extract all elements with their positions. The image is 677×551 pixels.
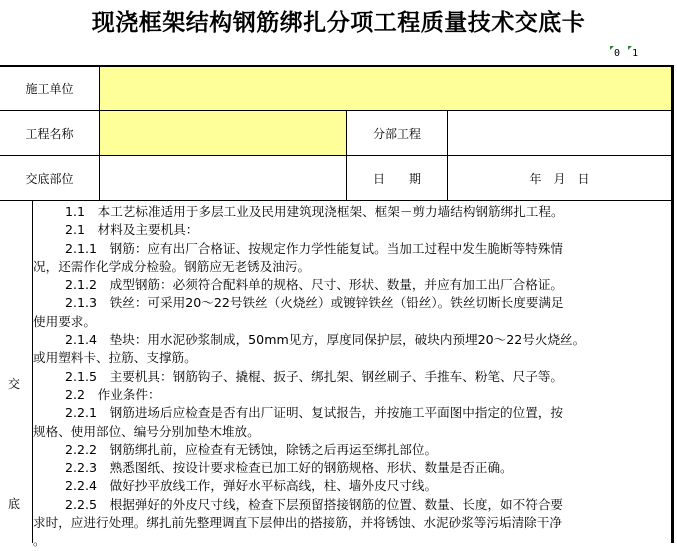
content-line: 2.1.1 钢筋：应有出厂合格证、按规定作力学性能复试。当加工过程中发生脆断等特殊情: [65, 240, 564, 256]
sub-project-field[interactable]: [448, 111, 671, 155]
content-line: 2.1 材料及主要机具：: [65, 222, 199, 238]
date-label: 日 期: [372, 171, 421, 186]
project-name-field[interactable]: [100, 111, 346, 155]
content-line: 2.2.4 做好抄平放线工作，弹好水平标高线，柱、墙外皮尺寸线。: [65, 478, 438, 494]
project-name-label: 工程名称: [25, 126, 74, 141]
content-line: 1.1 本工艺标准适用于多层工业及民用建筑现浇框架、框架－剪力墙结构钢筋绑扎工程。: [65, 204, 564, 219]
content-line: 2.2.2 钢筋绑扎前，应检查有无锈蚀，除锈之后再运至绑扎部位。: [65, 441, 438, 457]
handover-part-field[interactable]: [100, 156, 346, 200]
corner-mark-1: 1: [632, 48, 639, 59]
divider: [99, 67, 100, 200]
side-label-di: 底: [8, 497, 21, 511]
content-line: 2.2.5 根据弹好的外皮尺寸线，检查下层预留搭接钢筋的位置、数量、长度，如不符合要: [65, 496, 564, 512]
content-line: 2.1.2 成型钢筋：必须符合配料单的规格、尺寸、形状、数量，并应有加工出厂合格证。: [65, 277, 564, 293]
divider: [447, 111, 448, 200]
handover-content: [33, 203, 666, 551]
divider: [346, 111, 347, 200]
construction-unit-field[interactable]: [100, 67, 671, 110]
content-line: 2.1.3 铁丝：可采用20～22号铁丝（火烧丝）或镀锌铁丝（铅丝）。铁丝切断长度要满足: [65, 295, 564, 311]
divider: [0, 110, 674, 111]
content-line: 2.2 作业条件：: [65, 386, 161, 402]
content-line: 规格、使用部位、编号分别加垫木堆放。: [33, 423, 260, 439]
content-line: 2.2.3 熟悉图纸、按设计要求检查已加工好的钢筋规格、形状、数量是否正确。: [65, 460, 513, 476]
construction-unit-label: 施工单位: [25, 82, 74, 96]
corner-marks: [614, 48, 644, 59]
date-field[interactable]: 年 月 日: [529, 171, 590, 186]
handover-part-label: 交底部位: [25, 171, 74, 186]
corner-mark-0: 0: [614, 48, 621, 59]
document-title: 现浇框架结构钢筋绑扎分项工程质量技术交底卡: [91, 9, 586, 36]
content-line: 况，还需作化学成分检验。钢筋应无老锈及油污。: [33, 258, 311, 274]
content-line: 求时，应进行处理。绑扎前先整理调直下层伸出的搭接筋，并将锈蚀、水泥砂浆等污垢清除干净: [33, 515, 562, 531]
content-line: 2.1.5 主要机具：钢筋钩子、撬棍、扳子、绑扎架、钢丝刷子、手推车、粉笔、尺子等。: [65, 368, 564, 384]
content-line: 使用要求。: [33, 313, 96, 329]
content-line: 。: [33, 533, 46, 549]
content-line: 2.1.4 垫块：用水泥砂浆制成，50mm见方，厚度同保护层，破块内预埋20～22号火烧丝。: [65, 332, 586, 348]
divider: [0, 200, 674, 201]
side-label-jiao: 交: [8, 377, 21, 391]
sub-project-label: 分部工程: [372, 126, 421, 141]
content-line: 或用塑料卡、拉筋、支撑筋。: [33, 350, 197, 366]
divider: [0, 155, 674, 156]
content-line: 2.2.1 钢筋进场后应检查是否有出厂证明、复试报告，并按施工平面图中指定的位置，按: [65, 405, 564, 421]
